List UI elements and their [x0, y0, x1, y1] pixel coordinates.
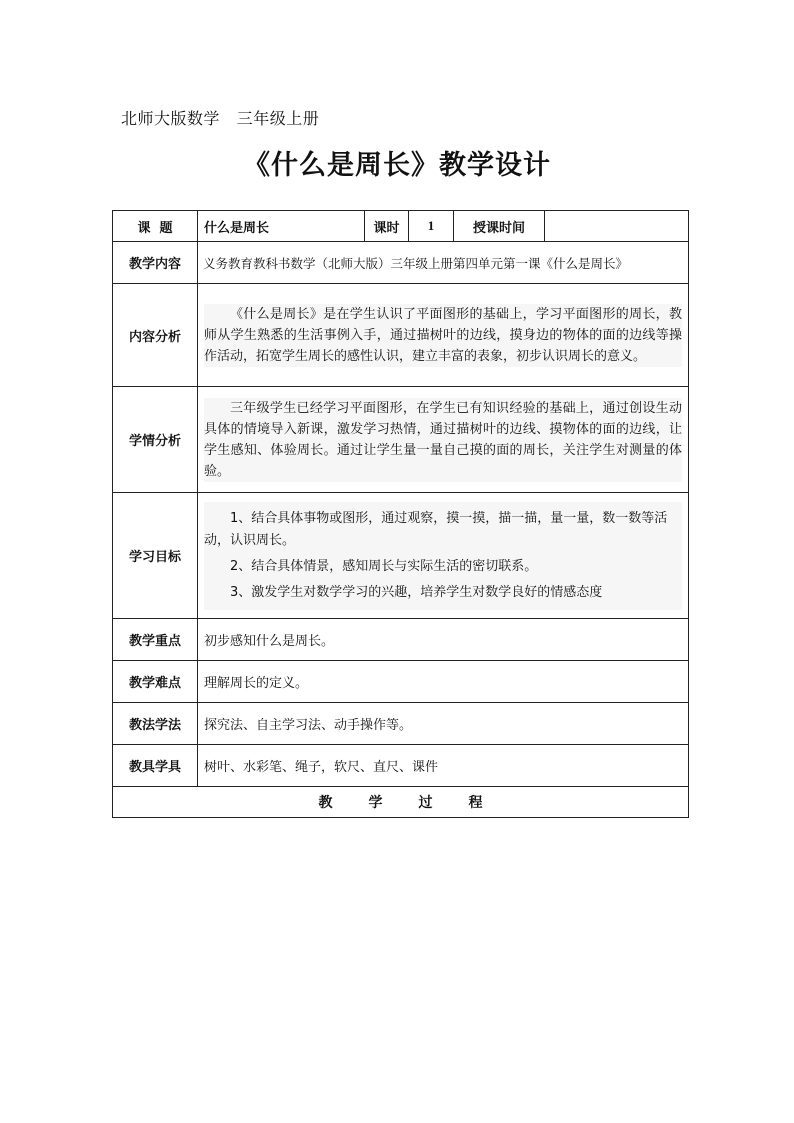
- table-row-difficulty: [113, 661, 689, 703]
- document-title: 《什么是周长》教学设计: [243, 150, 551, 181]
- tools-value: 树叶、水彩笔、绳子，软尺、直尺、课件: [198, 745, 689, 787]
- time-value: [545, 211, 689, 242]
- difficulty-value: 理解周长的定义。: [198, 661, 689, 703]
- analysis-label: 内容分析: [113, 284, 198, 387]
- hours-label: 课时: [365, 211, 409, 242]
- table-row-tools: [113, 745, 689, 787]
- methods-value: 探究法、自主学习法、动手操作等。: [198, 703, 689, 745]
- table-row-process: [113, 787, 689, 818]
- table-row-topic: [113, 211, 689, 242]
- goal-item: 2、结合具体情景，感知周长与实际生活的密切联系。: [230, 558, 538, 574]
- goal-item: 1、结合具体事物或图形，通过观察，摸一摸，描一描，量一量，数一数等活动，认识周长。: [204, 510, 668, 548]
- lesson-plan-table: [112, 210, 689, 818]
- students-label: 学情分析: [113, 387, 198, 493]
- hours-value: 1: [409, 211, 454, 242]
- goal-item: 3、激发学生对数学学习的兴趣，培养学生对数学良好的情感态度: [230, 584, 603, 600]
- difficulty-label: 教学难点: [113, 661, 198, 703]
- students-text: 三年级学生已经学习平面图形，在学生已有知识经验的基础上，通过创设生动具体的情境导入新课，激发学习热情，通过描树叶的边线、摸物体的面的边线，让学生感知、体验周长。通过让学生量一量自己摸的面的周长，关注学生对测量的体验。: [204, 398, 682, 482]
- key-point-value: 初步感知什么是周长。: [198, 619, 689, 661]
- table-row-goals: [113, 493, 689, 619]
- document-subtitle: 北师大版数学 三年级上册: [121, 109, 320, 128]
- goals-list: [204, 502, 682, 610]
- topic-label: 课 题: [113, 211, 198, 242]
- table-row-analysis: [113, 284, 689, 387]
- table-row-content: [113, 242, 689, 284]
- methods-label: 教法学法: [113, 703, 198, 745]
- table-row-key-point: [113, 619, 689, 661]
- table-row-methods: [113, 703, 689, 745]
- topic-value: 什么是周长: [198, 211, 365, 242]
- key-point-label: 教学重点: [113, 619, 198, 661]
- analysis-text: 《什么是周长》是在学生认识了平面图形的基础上，学习平面图形的周长，教师从学生熟悉的生活事例入手，通过描树叶的边线，摸身边的物体的面的边线等操作活动，拓宽学生周长的感性认识，建立丰富的表象，初步认识周长的意义。: [204, 304, 682, 367]
- goals-label: 学习目标: [113, 493, 198, 619]
- table-row-students: [113, 387, 689, 493]
- process-heading: 教学过程: [318, 795, 519, 811]
- content-value: 义务教育教科书数学（北师大版）三年级上册第四单元第一课《什么是周长》: [198, 242, 689, 284]
- content-label: 教学内容: [113, 242, 198, 284]
- time-label: 授课时间: [454, 211, 545, 242]
- tools-label: 教具学具: [113, 745, 198, 787]
